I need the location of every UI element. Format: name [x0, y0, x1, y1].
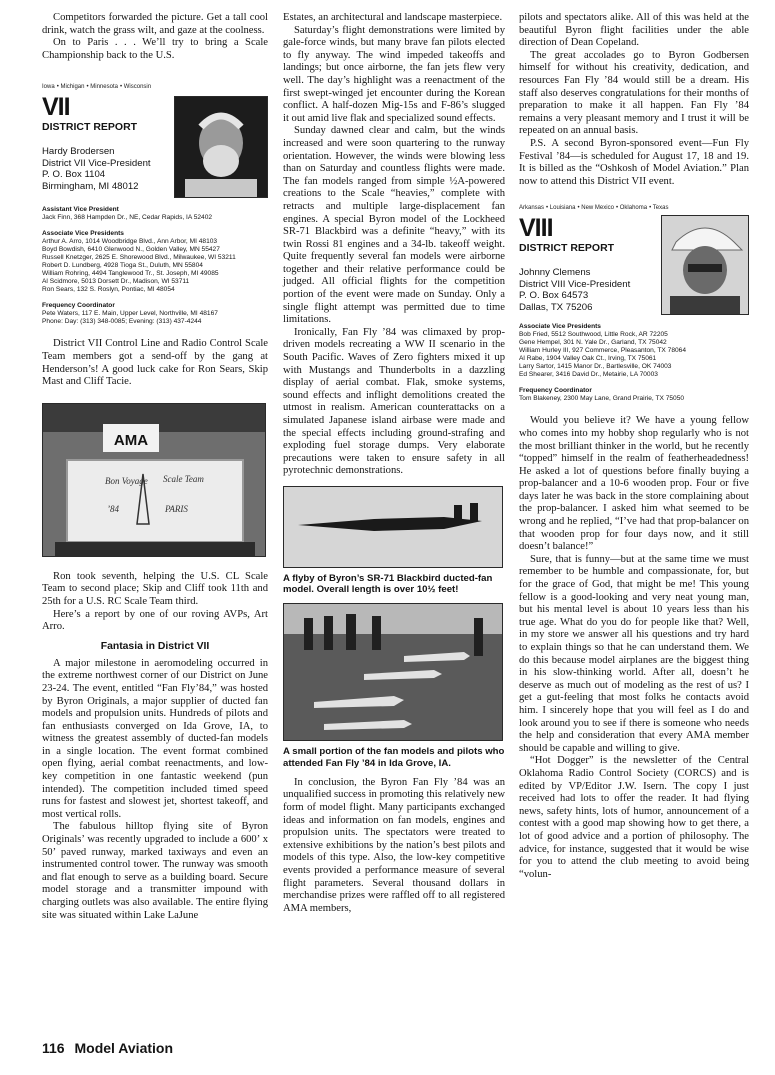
paragraph: District VII Control Line and Radio Control Scale Team members got a send-off by the gang at Henderson’s! A good luck cake for Ron Sears, Skip Mast and Cliff Tacie. [42, 338, 268, 388]
officer-list: Assistant Vice President Jack Finn, 368 Hampden Dr., NE, Cedar Rapids, IA 52402 Associate Vice Presidents Arthur A. Arro, 1014 Woodbridge Blvd., Ann Arbor, MI 48103 Boyd Bowdish, 6410 Glenwood N., Golden Valley, MN 55427 Russell Knetzger, 2625 E. Shorewood Blvd., Milwaukee, WI 53211 Robert D. Lundberg, 4928 Tioga St., Duluth, MN 55804 William Rohring, 4494 Tanglewood Tr., St. Joseph, MI 49085 Al Scidmore, 5013 Dorsett Dr., Madison, WI 53711 Ron Sears, 132 S. Roslyn, Pontiac, MI 48054 Frequency Coordinator Pete Waters, 117 E. Main, Upper Level, Northville, MI 48167 Phone: Day: (313) 348-0085; Evening: (313) 437-4244 [42, 206, 236, 326]
paragraph: Sure, that is funny—but at the same time we must remember to be humble and compassionate, for, but for the grace of God, that might be me! This young fellow is a good-looking and very neat young man, but his mental level is about 10 years less than his true age. What do you do for people like that? Well, in my store we answer all his questions and try hard to explain things so that he can understand them. We do this because model airplanes are the biggest thing in his slow-thinking world. After all, doesn’t he deserve as much out of modeling as the rest of us? I get a gut-feeling that most folks he contacts avoid him. I sincerely hope that you will feel as I do and look around you to see if there is someone who needs the help and consideration that every AMA member should be capable and willing to give. [519, 553, 749, 754]
column-1 [42, 12, 268, 922]
district-states: Arkansas • Louisiana • New Mexico • Oklahoma • Texas [519, 205, 669, 212]
page-number: 116 [42, 1040, 65, 1056]
paragraph: Ron took seventh, helping the U.S. CL Scale Team to second place; Skip and Cliff took 11th and 25th for a U.S. RC Scale Team third. [42, 570, 268, 607]
paragraph: A major milestone in aeromodeling occurred in the extreme northwest corner of our District on June 23-24. The event, entitled “Fan Fly’84,” was hosted by Byron Originals, a major supplier of ducted fan models and propulsion units. Hundreds of pilots and fan enthusiasts converged on Ida Grove, IA, to witness the greatest assembly of ducted-fan models in a single location. The event format combined open flying, aerial combat reenactments, and low-key competition in one fantastic weekend (pun intended). The competition included timed speed runs for fastest and slowest jet, shortest takeoff, and most vertical rolls. [42, 657, 268, 820]
ama-logo-text: AMA [113, 431, 149, 449]
vp-address: Johnny Clemens District VIII Vice-President P. O. Box 64573 Dallas, TX 75206 [519, 267, 631, 313]
officer-list: Associate Vice Presidents Bob Fried, 5512 Southwood, Little Rock, AR 72205 Gene Hempel, 301 N. Yale Dr., Garland, TX 75042 William Hurley III, 927 Commerce, Pleasanton, TX 78064 Al Rabe, 1904 Valley Oak Ct., Irving, TX 75061 Larry Sartor, 1415 Manor Dr., Bartlesville, OK 74003 Ed Shearer, 3416 David Dr., Metairie, LA 70003 Frequency Coordinator Tom Blakeney, 2300 May Lane, Grand Prairie, TX 75050 [519, 323, 686, 403]
column-3 [519, 12, 749, 881]
cake-lettering: Scale Team [163, 473, 204, 484]
paragraph: pilots and spectators alike. All of this was held at the beautiful Byron flight facilities under the able direction of Dean Copeland. [519, 12, 749, 49]
vp-portrait-photo [661, 215, 749, 315]
cake-photo [42, 403, 266, 557]
district-report-title: DISTRICT REPORT [519, 242, 615, 255]
subhead-fantasia: Fantasia in District VII [100, 640, 210, 652]
vp-address: Hardy Brodersen District VII Vice-President P. O. Box 1104 Birmingham, MI 48012 [42, 146, 151, 192]
paragraph: Saturday’s flight demonstrations were limited by gale-force winds, but many brave fan pilots elected to fly anyway. The wind impeded takeoffs and landings; but once airborne, the fan jets flew very well. The day’s highlight was a reenactment of the first swept-winged jet encounter during the Korean conflict. A half-dozen Mig-15s and F-86’s slugged it out amid live flak and specialized sound effects. [283, 24, 505, 124]
paragraph: “Hot Dogger” is the newsletter of the Central Oklahoma Radio Control Society (CORCS) and is edited by VP/Editor J.W. Isern. The copy I just received had lots to offer the reader. It had flying news, safety hints, lots of humor, announcement of a contest with a good map showing how to get there, a lot of good advice and a portion of philosophy. The advice, for instance, suggested that it would be wise for you to attend the club meeting to avoid being “volun- [519, 755, 749, 880]
district-numeral: VIII [519, 214, 553, 243]
paragraph: Competitors forwarded the picture. Get a tall cool drink, watch the grass wilt, and gaze at the coolness. [42, 12, 268, 36]
page-footer [42, 1040, 179, 1056]
paragraph: Would you believe it? We have a young fellow who comes into my hobby shop regularly who is not the most brilliant thinker in the world, but he recently “topped” himself in the realm of featherheadedness! He asked a lot of questions before finally buying a prop-balancer and a 10-6 wooden prop. Four or five days later he was back in the store complaining about the prop-balancer. I asked him what seemed to be wrong and he replied, “I’ve had that prop-balancer on that wooden prop for four days now, and it still doesn’t balance!” [519, 415, 749, 553]
paragraph: The great accolades go to Byron Godbersen himself for without his creativity, dedication, and resources Fan Fly ’84 would still be a dream. His staff also deserves congratulations for their months of preparation to make it all happen. Fan Fly ’84 remains a very pleasant memory and I trust it will be repeated on an annual basis. [519, 49, 749, 137]
district-vii-header [42, 83, 268, 326]
magazine-name: Model Aviation [74, 1040, 174, 1056]
cake-lettering: ’84 [107, 503, 119, 514]
paragraph: The fabulous hilltop flying site of Byron Originals’ was recently upgraded to include a 600’ x 50’ paved runway, marked taxiways and even an instrumented control tower. The runway was smooth and flat enough to serve as a building board. Secure model storage and a transmitter impound with charging outlets was also available. The entire flying site was situated within Lake LaJune [42, 821, 268, 921]
paragraph: P.S. A second Byron-sponsored event—Fun Fly Festival ’84—is scheduled for August 17, 18 and 19. It is billed as the “Oshkosh of Model Aviation.” Plan now to attend this District VII event. [519, 137, 749, 187]
paragraph: Ironically, Fan Fly ’84 was climaxed by prop-driven models recreating a WW II scenario in the South Pacific. Waves of Zero fighters mixed it up with Mustangs and Thunderbolts in a dazzling display of aerial combat. Flak, smoke systems, sound effects and inflight demolitions created the utmost in realism. American counterattacks on a simulated Japanese island airbase were made and the special effects including ground-strafing and exploding fuel storage dumps. Very elaborate precautions were taken to ensure safety in all pyrotechnic demonstrations. [283, 326, 505, 477]
vp-portrait-photo [174, 96, 268, 198]
district-numeral: VII [42, 93, 70, 122]
cake-lettering: Bon Voyage [105, 475, 148, 486]
paragraph: In conclusion, the Byron Fan Fly ’84 was an unqualified success in promoting this relatively new form of model flight. Many participants exchanged ideas and information on fan models, engines and propulsion units. The spectators were treated to extensive exhibitions by the nation’s best pilots and models of this type. Also, the low-key competitive events provided a performance measure of several flight parameters. Several thousand dollars in merchandise prizes were raffled off to all registered AMA members, [283, 776, 505, 914]
district-viii-header [519, 204, 749, 403]
district-states: Iowa • Michigan • Minnesota • Wisconsin [42, 84, 152, 91]
paragraph: Estates, an architectural and landscape masterpiece. [283, 12, 503, 23]
paragraph: Here’s a report by one of our roving AVPs, Art Arro. [42, 608, 268, 633]
paragraph: On to Paris . . . We’ll try to bring a Scale Championship back to the U.S. [42, 37, 268, 61]
photo-caption: A flyby of Byron’s SR-71 Blackbird ducted-fan model. Overall length is over 10½ feet! [283, 572, 493, 596]
column-2 [283, 12, 505, 915]
cake-lettering: PARIS [165, 503, 188, 514]
sr71-photo [283, 486, 503, 568]
photo-caption: A small portion of the fan models and pilots who attended Fan Fly ’84 in Ida Grove, IA. [283, 746, 505, 769]
paragraph: Sunday dawned clear and calm, but the winds increased and were soon quartering to the runway orientation. However, the winds were blowing less than on Saturday and countless flights were made. The fan models ranged from simple ½A-powered creations to the Scale “heavies,” complete with retracts and multiple large-displacement fan engines. A special Byron model of the Lockheed SR-71 Blackbird was a definite “heavy,” with its twin Rossi 81 engines and a 34-lb. takeoff weight. Quite frequently several fan models were airborne together and their relative performance could be judged. All official flights for the competition portion of the event were made on Sunday. Only a single flight attempt was permitted due to time limitations. [283, 125, 505, 326]
district-report-title: DISTRICT REPORT [42, 121, 138, 134]
fan-models-photo [283, 603, 503, 741]
